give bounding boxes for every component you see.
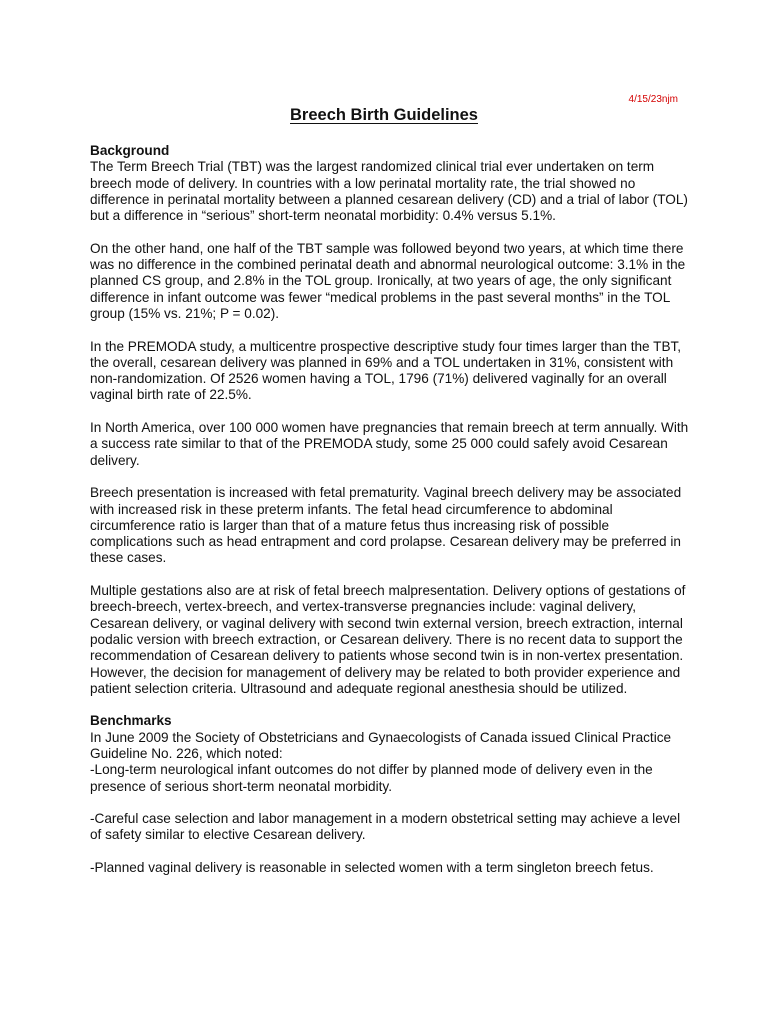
page-title: Breech Birth Guidelines (290, 106, 478, 124)
section-heading-background: Background (90, 143, 170, 158)
paragraph: Breech presentation is increased with fetal prematurity. Vaginal breech delivery may be associated with increased risk in these preterm infants. The fetal head circumference to abdominal circumference ratio is larger than that of a mature fetus thus increasing risk of possible complications such as head entrapment and cord prolapse. Cesarean delivery may be preferred in these cases. (90, 485, 682, 566)
paragraph: In June 2009 the Society of Obstetricians and Gynaecologists of Canada issued Clinical Practice Guideline No. 226, which noted: (90, 729, 672, 761)
date-stamp: 4/15/23njm (628, 94, 678, 105)
benchmark-point: -Careful case selection and labor management in a modern obstetrical setting may achieve a level of safety similar to elective Cesarean delivery. (90, 811, 681, 843)
paragraph: The Term Breech Trial (TBT) was the largest randomized clinical trial ever undertaken on term breech mode of delivery. In countries with a low perinatal mortality rate, the trial showed no difference in perinatal mortality between a planned cesarean delivery (CD) and a trial of labor (TOL) but a difference in “serious” short-term neonatal morbidity: 0.4% versus 5.1%. (90, 159, 688, 224)
benchmark-point: -Planned vaginal delivery is reasonable in selected women with a term singleton breech fetus. (90, 860, 654, 876)
paragraph: On the other hand, one half of the TBT sample was followed beyond two years, at which time there was no difference in the combined perinatal death and abnormal neurological outcome: 3.1% in the planned CS group, and 2.8% in the TOL group. Ironically, at two years of age, the only significant difference in infant outcome was fewer “medical problems in the past several months” in the TOL group (15% vs. 21%; P = 0.02). (90, 240, 686, 321)
paragraph: In the PREMODA study, a multicentre prospective descriptive study four times larger than the TBT, the overall, cesarean delivery was planned in 69% and a TOL undertaken in 31%, consistent with non-randomization. Of 2526 women having a TOL, 1796 (71%) delivered vaginally for an overall vaginal birth rate of 22.5%. (90, 338, 682, 403)
document-body (90, 143, 690, 876)
benchmark-point: -Long-term neurological infant outcomes do not differ by planned mode of delivery even in the presence of serious short-term neonatal morbidity. (90, 762, 653, 794)
paragraph: In North America, over 100 000 women have pregnancies that remain breech at term annually. With a success rate similar to that of the PREMODA study, some 25 000 could safely avoid Cesarean delivery. (90, 420, 689, 468)
section-heading-benchmarks: Benchmarks (90, 713, 172, 729)
paragraph: Multiple gestations also are at risk of fetal breech malpresentation. Delivery options of gestations of breech-breech, vertex-breech, and vertex-transverse pregnancies include: vaginal delivery, Cesarean delivery, or vaginal delivery with second twin external version, breech extraction, internal podalic version with breech extraction, or Cesarean delivery. There is no recent data to support the recommendation of Cesarean delivery to patients whose second twin is in non-vertex presentation. However, the decision for management of delivery may be related to both provider experience and patient selection criteria. Ultrasound and adequate regional anesthesia should be utilized. (90, 583, 686, 696)
